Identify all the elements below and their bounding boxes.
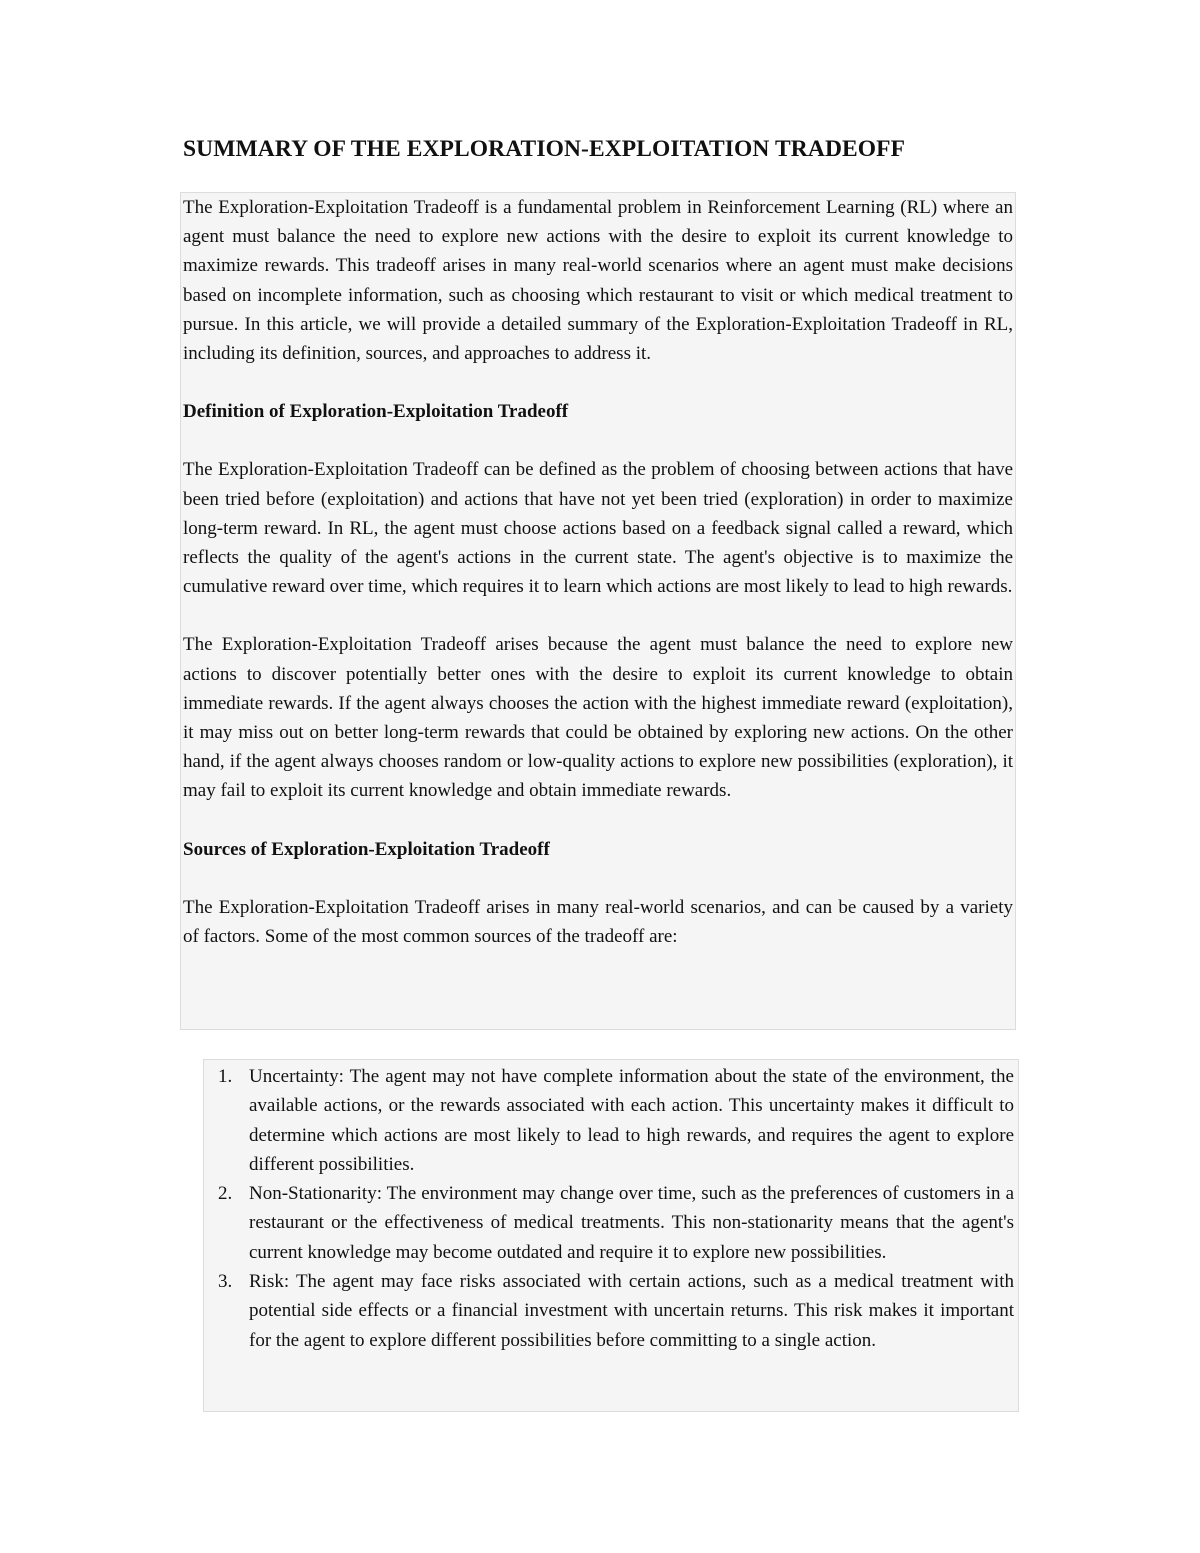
sources-heading: Sources of Exploration-Exploitation Tradeoff — [183, 838, 550, 860]
list-item-text: Uncertainty: The agent may not have complete information about the state of the environment, the available actions, or the rewards associated with each action. This uncertainty makes it difficult to determine which actions are most likely to lead to high rewards, and requires the agent to explore different possibilities. — [249, 1066, 1014, 1175]
tradeoff-paragraph: The Exploration-Exploitation Tradeoff arises because the agent must balance the need to explore new actions to discover potentially better ones with the desire to exploit its current knowledge to obtain immediate rewards. If the agent always chooses the action with the highest immediate reward (exploitation), it may miss out on better long-term rewards that could be obtained by exploring new actions. On the other hand, if the agent always chooses random or low-quality actions to explore new possibilities (exploration), it may fail to exploit its current knowledge and obtain immediate rewards. — [183, 634, 1013, 802]
sources-list — [204, 1060, 1018, 1355]
paragraph-spacer — [183, 864, 1013, 893]
list-item-text: Non-Stationarity: The environment may change over time, such as the preferences of customers in a restaurant or the effectiveness of medical treatments. This non-stationarity means that the agent's current knowledge may become outdated and require it to explore new possibilities. — [249, 1183, 1014, 1263]
list-item-number: 3. — [218, 1271, 233, 1293]
list-item-text: Risk: The agent may face risks associated with certain actions, such as a medical treatment with potential side effects or a financial investment with uncertain returns. This risk makes it important for the agent to explore different possibilities before committing to a single action. — [249, 1271, 1014, 1351]
sources-list-block — [203, 1059, 1019, 1412]
text-block — [180, 192, 1016, 1030]
intro-paragraph: The Exploration-Exploitation Tradeoff is a fundamental problem in Reinforcement Learning (RL) where an agent must balance the need to explore new actions with the desire to exploit its current knowledge to maximize rewards. This tradeoff arises in many real-world scenarios where an agent must make decisions based on incomplete information, such as choosing which restaurant to visit or which medical treatment to pursue. In this article, we will provide a detailed summary of the Exploration-Exploitation Tradeoff in RL, including its definition, sources, and approaches to address it. — [183, 197, 1013, 365]
page-title: SUMMARY OF THE EXPLORATION-EXPLOITATION TRADEOFF — [183, 136, 906, 162]
paragraph-spacer — [183, 601, 1013, 630]
sources-paragraph: The Exploration-Exploitation Tradeoff arises in many real-world scenarios, and can be caused by a variety of factors. Some of the most common sources of the tradeoff are: — [183, 896, 1013, 948]
paragraph-spacer — [183, 368, 1013, 397]
list-item-number: 1. — [218, 1066, 233, 1087]
definition-heading: Definition of Exploration-Exploitation Tradeoff — [183, 401, 569, 423]
paragraph-spacer — [183, 426, 1013, 455]
list-item-number: 2. — [218, 1183, 233, 1205]
definition-paragraph: The Exploration-Exploitation Tradeoff can be defined as the problem of choosing between actions that have been tried before (exploitation) and actions that have not yet been tried (exploration) in order to maximize long-term reward. In RL, the agent must choose actions based on a feedback signal called a reward, which reflects the quality of the agent's actions in the current state. The agent's objective is to maximize the cumulative reward over time, which requires it to learn which actions are most likely to lead to high rewards. — [183, 459, 1013, 598]
list-item — [204, 1267, 1018, 1355]
list-item — [204, 1179, 1018, 1267]
paragraph-spacer — [183, 806, 1013, 835]
list-item — [204, 1062, 1018, 1179]
